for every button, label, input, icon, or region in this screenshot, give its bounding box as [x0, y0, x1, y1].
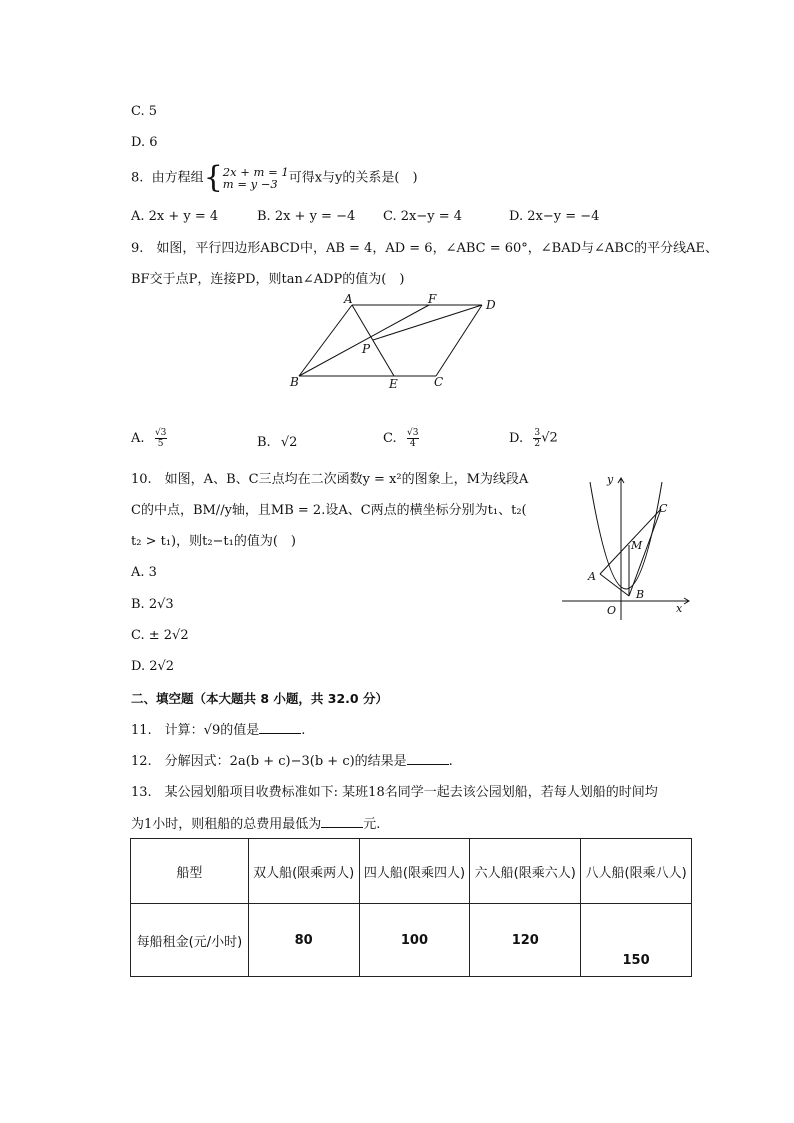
- q8-text-pre: 由方程组: [151, 170, 204, 186]
- q9-option-d-fraction: $\frac{3}{2}$: [534, 428, 541, 449]
- q12-answer-blank[interactable]: [407, 752, 449, 765]
- q10-option-b: B. 2√3: [131, 597, 174, 612]
- q8-number: 8.: [131, 170, 144, 186]
- q9-parallelogram-figure: [286, 290, 506, 395]
- header-eight-person: 八人船(限乘八人): [581, 839, 692, 904]
- q10-parabola-figure: [560, 470, 695, 622]
- label-f: F: [428, 292, 437, 306]
- label-e: E: [389, 377, 398, 391]
- q9-option-a-fraction: $\frac{√3}{5}$: [154, 428, 167, 449]
- q8-option-d: D. 2x−y = −4: [509, 209, 600, 224]
- q9-option-d: D. $\frac{3}{2}$ √2: [509, 428, 558, 449]
- label-p: P: [362, 342, 371, 356]
- label-a: A: [344, 292, 353, 306]
- header-two-person: 双人船(限乘两人): [248, 839, 359, 904]
- q7-option-d: D. 6: [131, 135, 158, 150]
- section-fill-in-heading: 二、填空题（本大题共 8 小题，共 32.0 分）: [131, 691, 388, 706]
- label-c: C: [659, 502, 668, 515]
- q8-eq2: m = y −3: [222, 177, 278, 191]
- segment-ae: [352, 305, 394, 376]
- table-header-row: [131, 839, 692, 904]
- label-y: y: [607, 473, 614, 486]
- label-o: O: [607, 604, 617, 617]
- q11: 11. 计算：√9的值是 .: [131, 723, 306, 738]
- side-cd: [436, 305, 482, 376]
- q9-option-a: A. $\frac{√3}{5}$: [131, 428, 167, 449]
- side-ab: [299, 305, 352, 376]
- segment-bc: [629, 509, 661, 596]
- label-x: x: [676, 602, 683, 615]
- label-b: B: [290, 375, 299, 389]
- q11-answer-blank[interactable]: [259, 721, 301, 734]
- q8-eq1: 2x + m = 1: [222, 165, 289, 179]
- q9-line2: BF交于点P，连接PD，则tan∠ADP的值为( ): [131, 272, 405, 287]
- row-label-rent: 每船租金(元/小时): [131, 904, 249, 977]
- boat-fee-table: [130, 838, 692, 977]
- label-a: A: [588, 570, 596, 583]
- segment-pd: [373, 305, 482, 340]
- header-boat-type: 船型: [131, 839, 249, 904]
- q8-text-post: 可得x与y的关系是( ): [288, 170, 418, 186]
- header-four-person: 四人船(限乘四人): [359, 839, 470, 904]
- q10-line1: 10. 如图，A、B、C三点均在二次函数y = x²的图象上，M为线段A: [131, 472, 529, 487]
- q12: 12. 分解因式：2a(b + c)−3(b + c)的结果是 .: [131, 754, 453, 769]
- q8-equation-system: { 2x + m = 1 m = y −3: [203, 160, 289, 195]
- price-six-person: 120: [470, 904, 581, 977]
- label-b: B: [636, 588, 645, 601]
- price-eight-person: 150: [581, 904, 692, 977]
- q8-option-a: A. 2x + y = 4: [131, 209, 219, 224]
- q10-option-d: D. 2√2: [131, 659, 175, 674]
- header-six-person: 六人船(限乘六人): [470, 839, 581, 904]
- q8-option-c: C. 2x−y = 4: [383, 209, 463, 224]
- label-m: M: [631, 539, 643, 552]
- price-four-person: 100: [359, 904, 470, 977]
- q10-option-c: C. ± 2√2: [131, 628, 189, 643]
- q13-line2: 为1小时，则租船的总费用最低为 元.: [131, 817, 381, 832]
- segment-bf: [299, 305, 429, 376]
- q9-option-b: B. √2: [257, 435, 298, 450]
- q9-option-c-fraction: $\frac{√3}{4}$: [407, 428, 419, 449]
- q13-answer-blank[interactable]: [321, 815, 363, 828]
- label-c: C: [434, 375, 444, 389]
- q10-line2: C的中点，BM//y轴，且MB = 2.设A、C两点的横坐标分别为t₁、t₂(: [131, 503, 527, 518]
- label-d: D: [486, 298, 496, 312]
- q13-line1: 13. 某公园划船项目收费标准如下: 某班18名同学一起去该公园划船，若每人划船的时间均: [131, 785, 658, 800]
- q9-line1: 9. 如图，平行四边形ABCD中，AB = 4，AD = 6，∠ABC = 60°，∠BAD与∠ABC的平分线AE、: [131, 241, 718, 256]
- q8-stem: [131, 160, 418, 195]
- q7-option-c: C. 5: [131, 104, 158, 119]
- q8-option-b: B. 2x + y = −4: [257, 209, 356, 224]
- q10-option-a: A. 3: [131, 565, 157, 580]
- q9-option-c: C. $\frac{√3}{4}$: [383, 428, 419, 449]
- table-row: [131, 904, 692, 977]
- q10-line3: t₂ > t₁)，则t₂−t₁的值为( ): [131, 534, 297, 549]
- price-two-person: 80: [248, 904, 359, 977]
